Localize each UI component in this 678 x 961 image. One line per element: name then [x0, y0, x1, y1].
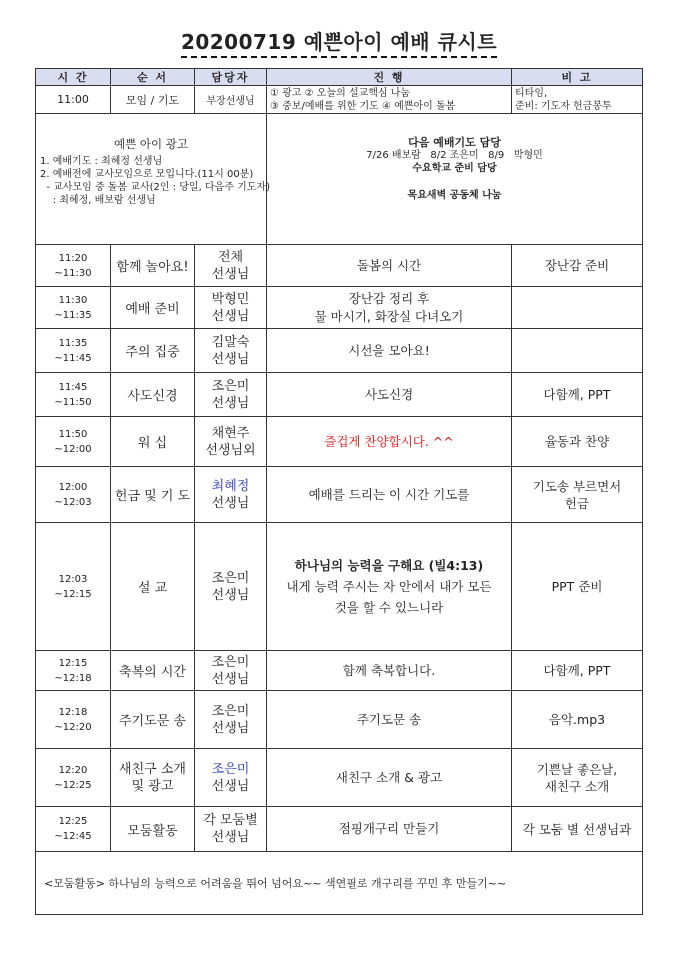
activity-cell: 헌금 및 기 도	[111, 467, 195, 523]
person-cell: 채현주 선생님외	[195, 417, 267, 467]
header-progress: 진 행	[267, 69, 512, 86]
header-time: 시 간	[36, 69, 111, 86]
first-row-remarks	[512, 86, 643, 114]
time-cell: 12:20 ~12:25	[36, 749, 111, 807]
sermon-title: 하나님의 능력을 구해요 (빌4:13)	[294, 558, 484, 573]
note-cell: 다함께, PPT	[512, 373, 643, 417]
first-row-progress	[267, 86, 512, 114]
activity-cell: 설 교	[111, 523, 195, 651]
announcement-right	[267, 114, 643, 245]
person-cell: 최혜정 선생님	[195, 467, 267, 523]
person-cell: 조은미 선생님	[195, 691, 267, 749]
description-cell: 함께 축복합니다.	[267, 651, 512, 691]
header-order: 순 서	[111, 69, 195, 86]
announcement-line-2: 2. 예배전에 교사모임으로 모입니다.(11시 00분)	[40, 169, 254, 180]
note-cell: 다함께, PPT	[512, 651, 643, 691]
table-row	[36, 373, 643, 417]
progress-line-2: ③ 중보/예배를 위한 기도 ④ 예쁜아이 돌봄	[270, 100, 456, 112]
activity-cell: 새친구 소개 및 광고	[111, 749, 195, 807]
header-remarks: 비 고	[512, 69, 643, 86]
table-row	[36, 651, 643, 691]
person-cell: 전체 선생님	[195, 245, 267, 287]
next-prayer-schedule: 7/26 배보람 8/2 조은미 8/9 박형민	[366, 150, 543, 161]
table-row	[36, 329, 643, 373]
time-cell: 11:45 ~11:50	[36, 373, 111, 417]
footer-row	[36, 852, 643, 915]
table-row	[36, 417, 643, 467]
announcement-line-3: - 교사모임 중 돌봄 교사(2인 : 당일, 다음주 기도자)	[40, 182, 270, 193]
description-cell: 사도신경	[267, 373, 512, 417]
time-cell: 12:03 ~12:15	[36, 523, 111, 651]
time-cell: 11:30 ~11:35	[36, 287, 111, 329]
description-cell: 예배를 드리는 이 시간 기도를	[267, 467, 512, 523]
first-row-order: 모임 / 기도	[111, 86, 195, 114]
first-row-time: 11:00	[36, 86, 111, 114]
announcement-title: 예쁜 아이 광고	[114, 137, 188, 151]
time-cell: 12:25 ~12:45	[36, 807, 111, 852]
cue-sheet-table	[35, 68, 643, 915]
activity-cell: 주의 집중	[111, 329, 195, 373]
person-cell: 조은미 선생님	[195, 749, 267, 807]
wednesday-school-label: 수요학교 준비 담당	[412, 163, 497, 174]
note-cell: 각 모둠 별 선생님과	[512, 807, 643, 852]
note-cell: 장난감 준비	[512, 245, 643, 287]
activity-cell: 모둠활동	[111, 807, 195, 852]
note-cell: 기쁜날 좋은날, 새친구 소개	[512, 749, 643, 807]
announcement-line-1: 1. 예배기도 : 최혜정 선생님	[40, 156, 163, 167]
remarks-line-1: 티타임,	[515, 87, 548, 99]
person-cell: 각 모둠별 선생님	[195, 807, 267, 852]
time-cell: 12:18 ~12:20	[36, 691, 111, 749]
person-cell: 김말숙 선생님	[195, 329, 267, 373]
note-cell: 음악.mp3	[512, 691, 643, 749]
time-cell: 12:00 ~12:03	[36, 467, 111, 523]
table-row	[36, 467, 643, 523]
time-cell: 12:15 ~12:18	[36, 651, 111, 691]
note-cell	[512, 287, 643, 329]
time-cell: 11:50 ~12:00	[36, 417, 111, 467]
description-cell: 주기도문 송	[267, 691, 512, 749]
announcement-line-4: : 최혜정, 배보람 선생님	[40, 195, 156, 206]
description-cell: 장난감 정리 후 물 마시기, 화장실 다녀오기	[267, 287, 512, 329]
description-cell: 새친구 소개 & 광고	[267, 749, 512, 807]
table-row	[36, 523, 643, 651]
person-cell: 조은미 선생님	[195, 523, 267, 651]
activity-cell: 워 십	[111, 417, 195, 467]
note-cell	[512, 329, 643, 373]
description-cell: 돌봄의 시간	[267, 245, 512, 287]
thursday-dawn-label: 목요새벽 공동체 나눔	[407, 190, 502, 201]
description-cell: 시선을 모아요!	[267, 329, 512, 373]
next-prayer-title: 다음 예배기도 담당	[408, 136, 501, 149]
announcement-left	[36, 114, 270, 245]
note-cell: 기도송 부르면서 헌금	[512, 467, 643, 523]
first-row-person: 부장선생님	[195, 86, 267, 114]
activity-cell: 축복의 시간	[111, 651, 195, 691]
note-cell: 율동과 찬양	[512, 417, 643, 467]
first-row	[36, 86, 643, 114]
remarks-line-2: 준비: 기도자 헌금봉투	[515, 100, 612, 112]
note-cell: PPT 준비	[512, 523, 643, 651]
activity-cell: 예배 준비	[111, 287, 195, 329]
activity-cell: 함께 놀아요!	[111, 245, 195, 287]
progress-line-1: ① 광고 ② 오늘의 설교핵심 나눔	[270, 87, 411, 99]
table-row	[36, 245, 643, 287]
document-title: 20200719 예쁜아이 예배 큐시트	[0, 26, 678, 55]
description-cell: 즐겁게 찬양합시다. ^^	[267, 417, 512, 467]
table-row	[36, 287, 643, 329]
header-person: 담당자	[195, 69, 267, 86]
time-cell: 11:20 ~11:30	[36, 245, 111, 287]
activity-cell: 주기도문 송	[111, 691, 195, 749]
table-row	[36, 691, 643, 749]
description-cell: 하나님의 능력을 구해요 (빌4:13) 내게 능력 주시는 자 안에서 내가 모든 것을 할 수 있느니라	[267, 523, 512, 651]
header-row	[36, 69, 643, 86]
person-cell: 조은미 선생님	[195, 651, 267, 691]
person-cell: 박형민 선생님	[195, 287, 267, 329]
announcement-row	[36, 114, 643, 245]
activity-cell: 사도신경	[111, 373, 195, 417]
table-row	[36, 749, 643, 807]
description-cell: 점핑개구리 만들기	[267, 807, 512, 852]
footer-note: <모둠활동> 하나님의 능력으로 어려움을 뛰어 넘어요~~ 색연필로 개구리를 꾸민 후 만들기~~	[36, 852, 643, 915]
table-row	[36, 807, 643, 852]
time-cell: 11:35 ~11:45	[36, 329, 111, 373]
person-cell: 조은미 선생님	[195, 373, 267, 417]
